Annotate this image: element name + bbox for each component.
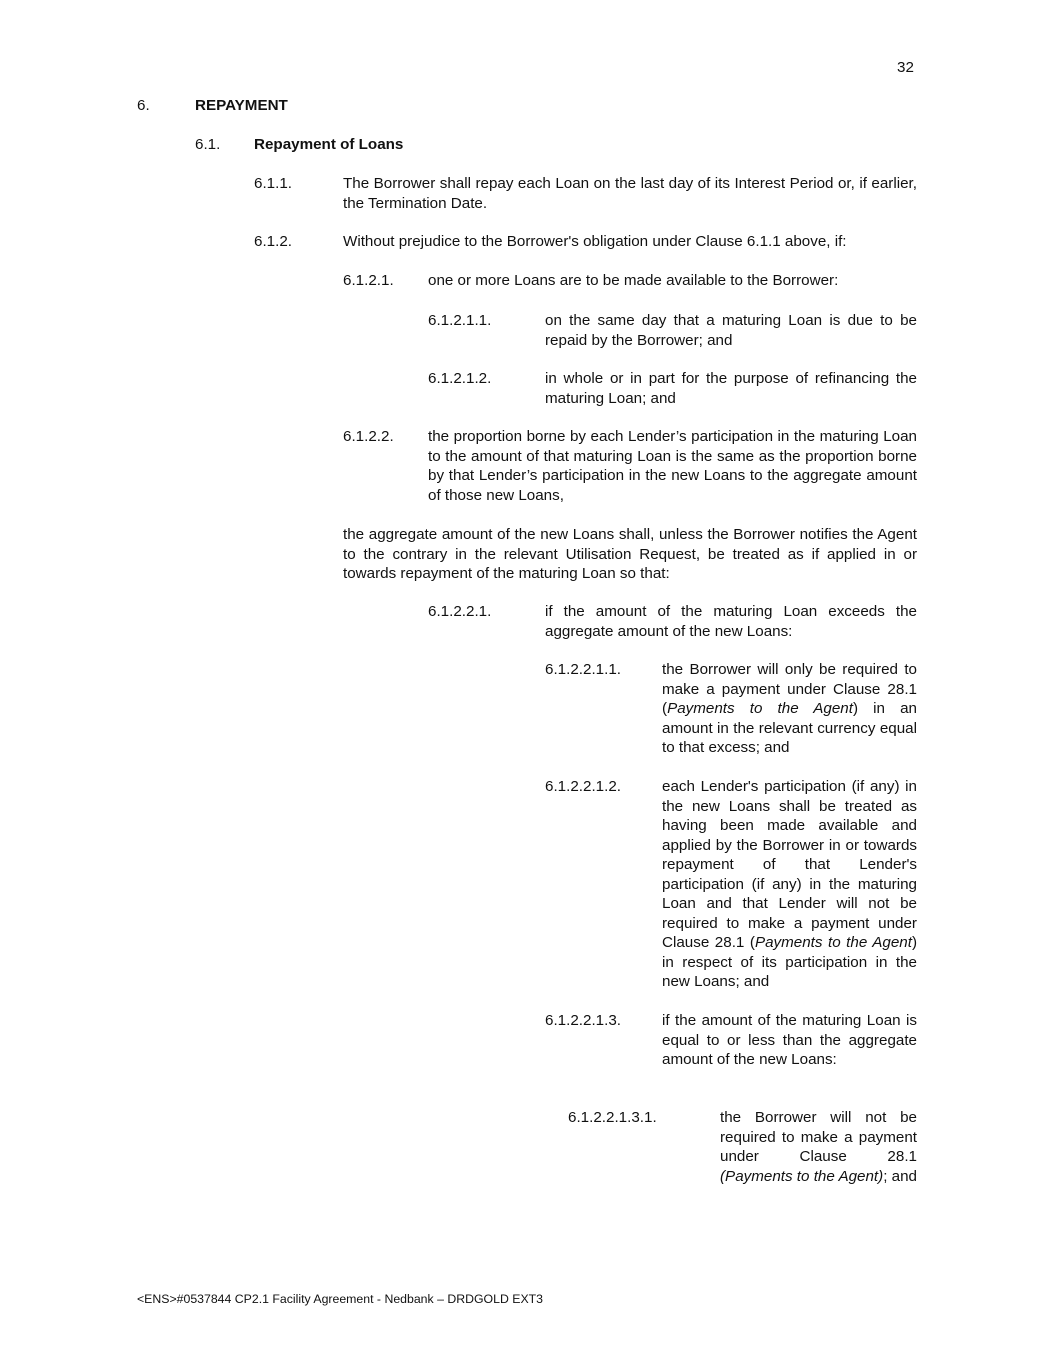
clause-text: in whole or in part for the purpose of refinancing the maturing Loan; and [545,370,917,407]
clause-text: The Borrower shall repay each Loan on the last day of its Interest Period or, if earlier, the Termination Date. [343,175,917,212]
heading-number: 6. [137,97,150,114]
clause-number: 6.1.2.2.1.1. [545,661,621,678]
heading-title: REPAYMENT [195,97,288,114]
clause-number: 6.1.2.2. [343,428,394,445]
clause-number: 6.1.2.1. [343,272,394,289]
subheading-title: Repayment of Loans [254,136,404,153]
flow-paragraph: the aggregate amount of the new Loans shall, unless the Borrower notifies the Agent to the contrary in the relevant Utilisation Request, be treated as if applied in or towards repayment of the maturing Loan so that: [343,526,917,582]
clause-number: 6.1.2.2.1.3. [545,1012,621,1029]
clause-text: on the same day that a maturing Loan is due to be repaid by the Borrower; and [545,312,917,349]
clause-number: 6.1.2.2.1.3.1. [568,1109,657,1126]
clause-number: 6.1.1. [254,175,292,192]
clause-text: each Lender's participation (if any) in the new Loans shall be treated as having been made available and applied by the Borrower in or towards repayment of that Lender's participation (if any) in the maturing Loan and that Lender will not be required to make a payment under Clause 28.1 (Payments to the Agent) in respect of its participation in the new Loans; and [662,778,917,990]
clause-number: 6.1.2.1.1. [428,312,492,329]
page-number: 32 [897,59,914,76]
clause-number: 6.1.2.1.2. [428,370,492,387]
clause-text: if the amount of the maturing Loan is equal to or less than the aggregate amount of the new Loans: [662,1012,917,1068]
clause-number: 6.1.2.2.1. [428,603,492,620]
clause-text: the Borrower will not be required to make a payment under Clause 28.1 (Payments to the Agent); and [720,1109,917,1185]
clause-number: 6.1.2.2.1.2. [545,778,621,795]
footer-reference: <ENS>#0537844 CP2.1 Facility Agreement - Nedbank – DRDGOLD EXT3 [137,1292,544,1306]
clause-text: if the amount of the maturing Loan exceeds the aggregate amount of the new Loans: [545,603,917,640]
clause-text: the proportion borne by each Lender’s participation in the maturing Loan to the amount of that maturing Loan is the same as the proportion borne by that Lender’s participation in the new Loans to the aggregate amount of those new Loans, [428,428,917,504]
clause-text: one or more Loans are to be made available to the Borrower: [428,272,839,289]
subheading-number: 6.1. [195,136,221,153]
clause-text: Without prejudice to the Borrower's obligation under Clause 6.1.1 above, if: [343,233,847,250]
clause-text: the Borrower will only be required to make a payment under Clause 28.1 (Payments to the Agent) in an amount in the relevant currency equal to that excess; and [662,661,917,756]
clause-number: 6.1.2. [254,233,292,250]
